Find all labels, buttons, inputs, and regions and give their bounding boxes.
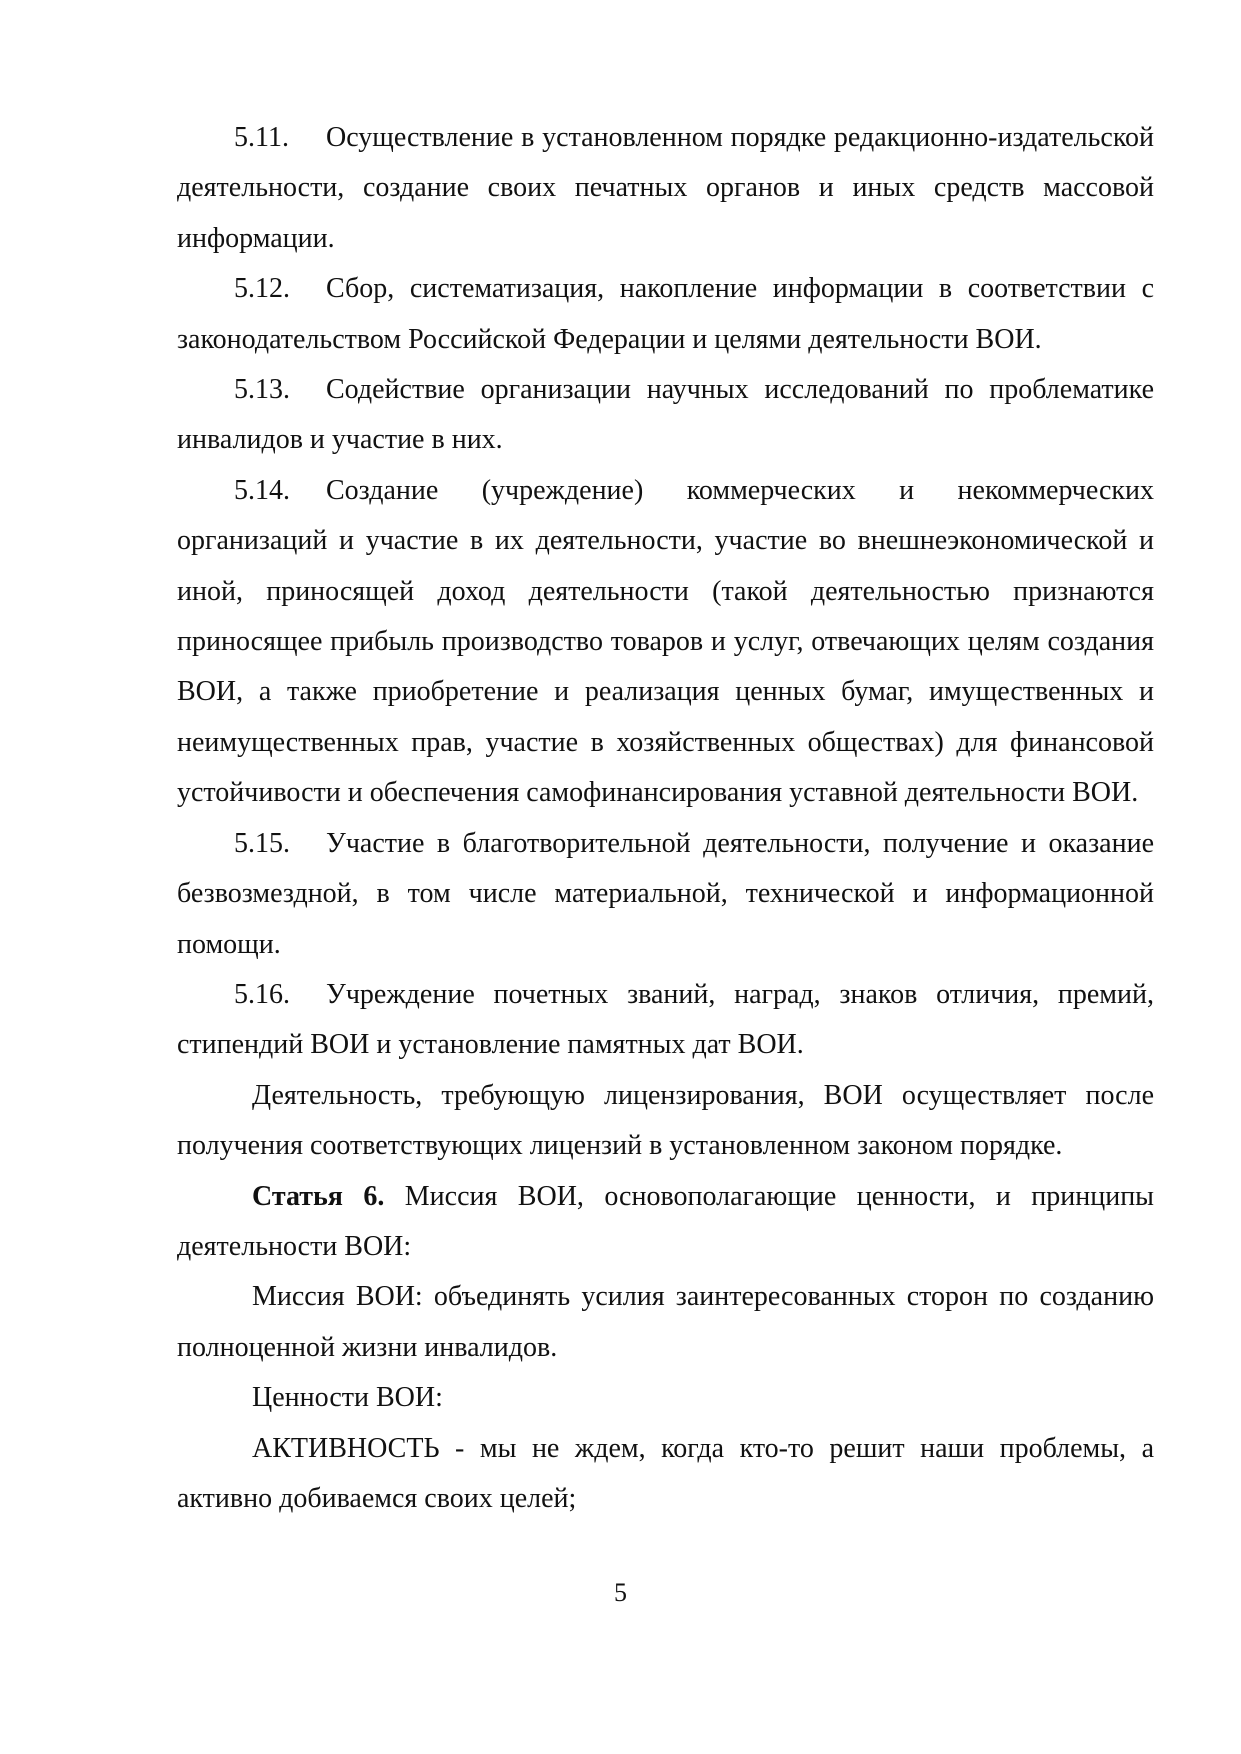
- activity-paragraph: АКТИВНОСТЬ - мы не ждем, когда кто-то решит наши проблемы, а активно добиваемся своих целей;: [177, 1432, 1154, 1514]
- clause-number: 5.15.: [234, 827, 290, 859]
- licensing-paragraph: Деятельность, требующую лицензирования, ВОИ осуществляет после получения соответствующих лицензий в установленном законом порядке.: [177, 1079, 1154, 1162]
- clause-number: 5.16.: [234, 978, 290, 1010]
- page-number: 5: [614, 1578, 627, 1607]
- clause-5-14: [177, 466, 1154, 819]
- clause-5-13: [177, 365, 1154, 466]
- clause-5-12: [177, 264, 1154, 365]
- clause-5-15: [177, 819, 1154, 970]
- clause-number: 5.14.: [234, 474, 290, 506]
- clause-text: Учреждение почетных званий, наград, знаков отличия, премий, стипендий ВОИ и установление памятных дат ВОИ.: [177, 978, 1154, 1061]
- clause-number: 5.12.: [234, 273, 290, 305]
- article-6-heading: [177, 1172, 1154, 1273]
- article-6-title: Миссия ВОИ, основополагающие ценности, и принципы деятельности ВОИ:: [177, 1180, 1154, 1262]
- clause-5-16: [177, 970, 1154, 1071]
- clause-text: Сбор, систематизация, накопление информации в соответствии с законодательством Российской Федерации и целями деятельности ВОИ.: [177, 273, 1154, 355]
- article-6-label: Статья 6.: [252, 1180, 385, 1212]
- clause-text: Осуществление в установленном порядке редакционно-издательской деятельности, создание своих печатных органов и иных средств массовой информации.: [177, 122, 1154, 254]
- clause-number: 5.11.: [234, 122, 289, 153]
- document-body: [177, 113, 1154, 1524]
- mission-paragraph: Миссия ВОИ: объединять усилия заинтересованных сторон по созданию полноценной жизни инвалидов.: [177, 1281, 1154, 1363]
- clause-number: 5.13.: [234, 374, 290, 406]
- clause-5-11: [177, 113, 1154, 264]
- clause-text: Содействие организации научных исследований по проблематике инвалидов и участие в них.: [177, 374, 1154, 456]
- clause-text: Участие в благотворительной деятельности, получение и оказание безвозмездной, в том числе материальной, технической и информационной помощи.: [177, 827, 1154, 960]
- clause-text: Создание (учреждение) коммерческих и некоммерческих организаций и участие в их деятельности, участие во внешнеэкономической и иной, приносящей доход деятельности (такой деятельностью признаются приносящее прибыль производство товаров и услуг, отвечающих целям создания ВОИ, а также приобретение и реализация ценных бумаг, имущественных и неимущественных прав, участие в хозяйственных обществах) для финансовой устойчивости и обеспечения самофинансирования уставной деятельности ВОИ.: [177, 474, 1154, 809]
- values-heading: Ценности ВОИ:: [252, 1382, 443, 1414]
